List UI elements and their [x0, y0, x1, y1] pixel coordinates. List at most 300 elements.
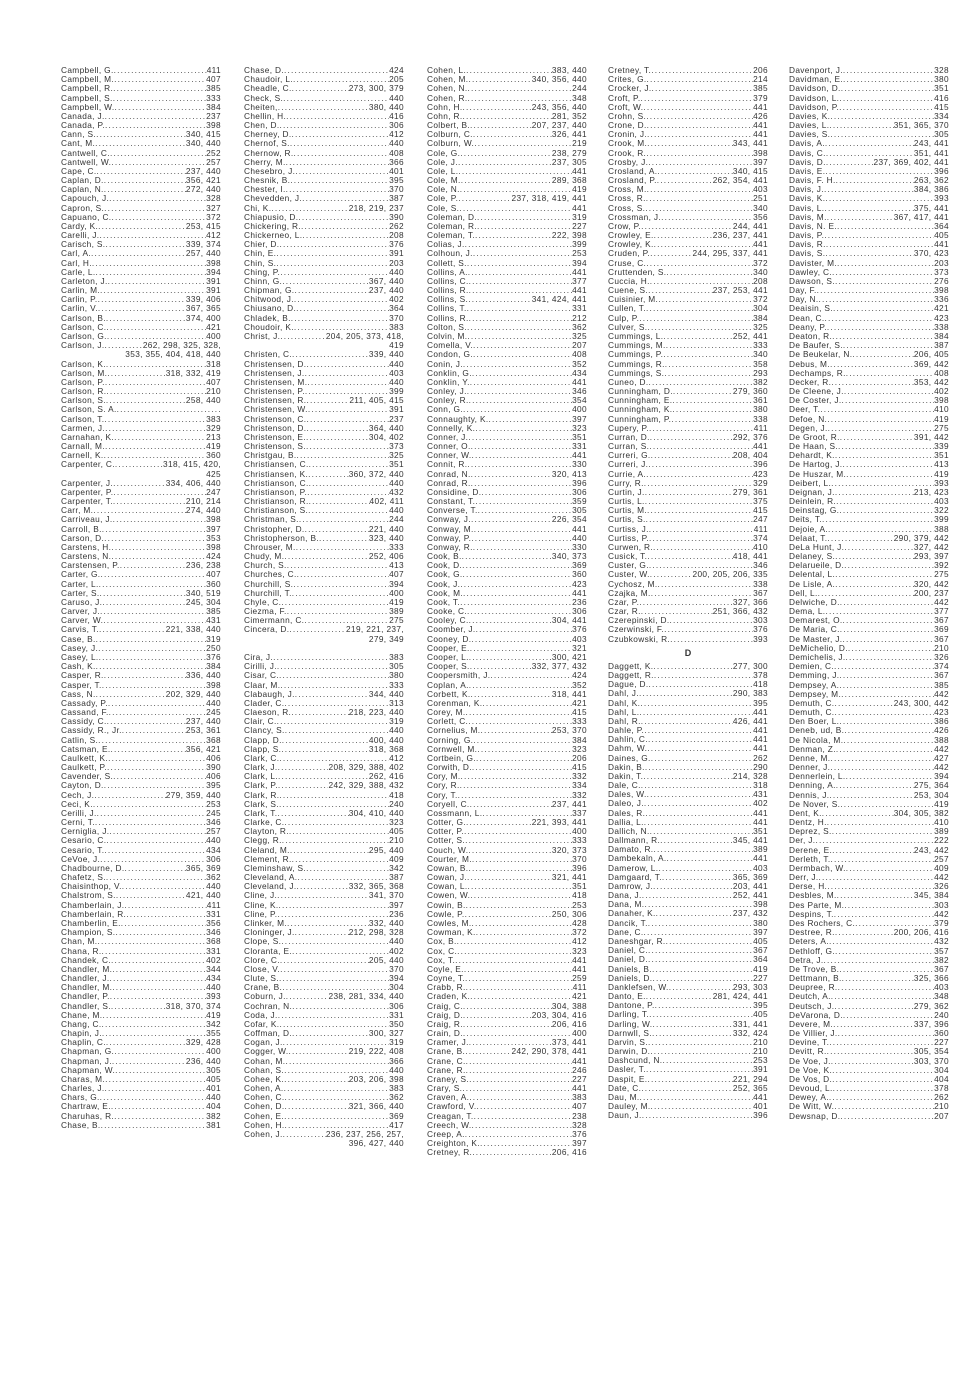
- entry-name: Cornelius, M.: [427, 725, 481, 736]
- leader-dots: [654, 671, 753, 680]
- entry-pages: 419: [389, 596, 404, 607]
- leader-dots: [460, 580, 572, 589]
- entry-pages: 440: [389, 936, 404, 947]
- entry-name: Chernof, S.: [244, 138, 290, 149]
- entry-pages: 368: [206, 734, 221, 745]
- entry-name: Cowles, M.: [427, 917, 472, 928]
- entry-name: Cross, S.: [608, 202, 646, 213]
- entry-pages: 392: [934, 560, 949, 571]
- leader-dots: [126, 910, 206, 919]
- entry-name: Davis, S.: [789, 248, 826, 259]
- entry-pages: 394: [572, 257, 587, 268]
- entry-name: Dean, C.: [789, 312, 825, 323]
- leader-dots: [279, 791, 389, 800]
- entry-pages: 389: [389, 606, 404, 617]
- entry-pages: 325: [389, 450, 404, 461]
- leader-dots: [834, 699, 893, 708]
- entry-pages: 402: [206, 954, 221, 965]
- entry-name: Cunningham, D.: [608, 386, 673, 397]
- leader-dots: [297, 882, 349, 891]
- leader-dots: [285, 1057, 389, 1066]
- entry-name: Cullen, T.: [608, 303, 646, 314]
- leader-dots: [460, 149, 552, 158]
- entry-pages: 412: [572, 936, 587, 947]
- leader-dots: [819, 873, 935, 882]
- entry-pages: 318: [206, 358, 221, 369]
- entry-pages: 305: [206, 1064, 221, 1075]
- leader-dots: [463, 360, 572, 369]
- leader-dots: [122, 726, 186, 735]
- leader-dots: [471, 515, 552, 524]
- entry-name: Cummings, S.: [608, 367, 665, 378]
- leader-dots: [468, 882, 573, 891]
- leader-dots: [825, 139, 914, 148]
- entry-name: Cross, M.: [608, 184, 647, 195]
- leader-dots: [460, 598, 572, 607]
- entry-name: Davies, L.: [789, 120, 830, 131]
- entry-pages: 396: [934, 165, 949, 176]
- entry-name: Chudy, M.: [244, 551, 285, 562]
- leader-dots: [276, 259, 389, 268]
- entry-name: Conway, J.: [427, 514, 471, 525]
- entry-name: Davis, K.: [789, 193, 826, 204]
- entry-pages: 253, 361: [185, 725, 221, 736]
- entry-pages: 336, 440: [185, 670, 221, 681]
- leader-dots: [461, 772, 573, 781]
- entry-name: Corey, M.: [427, 707, 466, 718]
- entry-name: Chane, M.: [61, 1009, 103, 1020]
- leader-dots: [472, 369, 572, 378]
- entry-name: Czar, R.: [608, 606, 641, 617]
- entry-name: Culp, P.: [608, 312, 640, 323]
- entry-pages: 360, 372, 440: [348, 468, 404, 479]
- entry-pages: 427: [934, 752, 949, 763]
- leader-dots: [646, 149, 753, 158]
- entry-pages: 360: [206, 578, 221, 589]
- entry-pages: 399: [572, 239, 587, 250]
- entry-name: De Trove, B.: [789, 963, 840, 974]
- entry-name: Dales, R.: [608, 807, 646, 818]
- entry-pages: 337: [572, 807, 587, 818]
- entry-name: Dallia, L.: [608, 816, 644, 827]
- leader-dots: [470, 891, 572, 900]
- entry-name: Carpenter, J.: [61, 477, 114, 488]
- entry-pages: 440: [389, 725, 404, 736]
- leader-dots: [468, 268, 572, 277]
- leader-dots: [98, 304, 186, 313]
- entry-pages: 327, 442: [913, 541, 949, 552]
- entry-pages: 346: [206, 927, 221, 938]
- entry-name: Devere, M.: [789, 1018, 834, 1029]
- entry-name: Damato, R.: [608, 844, 654, 855]
- entry-pages: 219, 221, 237,: [346, 624, 404, 635]
- entry-name: Cayton, D.: [61, 780, 104, 791]
- entry-name: Christensen, P.: [244, 386, 305, 397]
- leader-dots: [477, 213, 572, 222]
- entry-name: Clark, S.: [244, 798, 279, 809]
- entry-pages: 236, 440: [185, 1055, 221, 1066]
- leader-dots: [107, 369, 165, 378]
- entry-pages: 332, 377, 432: [531, 661, 587, 672]
- entry-pages: 353, 442: [913, 376, 949, 387]
- entry-name: Conner, W.: [427, 450, 472, 461]
- entry-pages: 227: [572, 1073, 587, 1084]
- entry-name: Chandler, M.: [61, 982, 113, 993]
- entry-name: Demarest, O.: [789, 615, 843, 626]
- leader-dots: [98, 644, 206, 653]
- entry-name: Custer, G.: [608, 560, 649, 571]
- leader-dots: [115, 103, 207, 112]
- leader-dots: [102, 947, 207, 956]
- leader-dots: [641, 781, 753, 790]
- entry-name: Cossmann, L.: [427, 807, 483, 818]
- entry-pages: 332, 365, 368: [348, 881, 404, 892]
- leader-dots: [278, 763, 329, 772]
- entry-pages: 380: [753, 917, 768, 928]
- entry-name: Colton, S.: [427, 321, 467, 332]
- entry-pages: 203, 206, 398: [348, 1073, 404, 1084]
- entry-name: Carnahan, K.: [61, 431, 115, 442]
- entry-pages: 441: [753, 725, 768, 736]
- leader-dots: [843, 66, 934, 75]
- entry-pages: 318, 441: [551, 688, 587, 699]
- entry-pages: 237, 441: [551, 798, 587, 809]
- entry-name: Cuisinier, M.: [608, 294, 659, 305]
- entry-pages: 306: [572, 606, 587, 617]
- entry-pages: 250: [206, 642, 221, 653]
- entry-name: Crites, G.: [608, 74, 647, 85]
- entry-name: Davis, D.: [789, 156, 826, 167]
- entry-name: De Vos, D.: [789, 1073, 833, 1084]
- leader-dots: [646, 112, 753, 121]
- entry-name: Chandler, S.: [61, 1000, 111, 1011]
- entry-pages: 303, 370: [913, 1055, 949, 1066]
- leader-dots: [116, 891, 186, 900]
- entry-pages: 364: [753, 954, 768, 965]
- entry-pages: 401: [753, 1101, 768, 1112]
- entry-name: Curtis, L.: [608, 496, 645, 507]
- entry-pages: 326: [934, 652, 949, 662]
- entry-name: Cook, B.: [427, 551, 462, 562]
- entry-name: Carstens, N.: [61, 551, 112, 562]
- entry-name: Cheadle, C.: [244, 83, 292, 94]
- entry-pages: 384: [753, 312, 768, 323]
- entry-name: Carlson, T.: [61, 413, 105, 424]
- entry-pages: 441: [753, 734, 768, 745]
- entry-name: Clark, L.: [244, 771, 279, 782]
- entry-pages: 348: [934, 991, 949, 1002]
- entry-name: Cardy, K.: [61, 220, 99, 231]
- entry-name: Conway, M.: [427, 523, 474, 534]
- entry-name: Collins, R.: [427, 312, 469, 323]
- entry-name: Cooley, C.: [427, 615, 469, 626]
- entry-name: Carlson, S.: [61, 395, 106, 406]
- entry-name: Darling, W.: [608, 1018, 653, 1029]
- entry-name: Deer, T.: [789, 404, 821, 415]
- entry-pages: 421: [572, 991, 587, 1002]
- entry-name: Dallmann, R.: [608, 835, 661, 846]
- entry-name: Den Boer, L.: [789, 716, 840, 727]
- entry-pages: 253, 415: [185, 220, 221, 231]
- entry-pages: 340, 373: [551, 551, 587, 562]
- leader-dots: [641, 717, 733, 726]
- entry-name: Carnell, K.: [61, 450, 104, 461]
- entry-name: Dentz, H.: [789, 817, 827, 828]
- entry-pages: 373: [934, 266, 949, 277]
- entry-pages: 342: [389, 862, 404, 873]
- entry-name: Carpenter, P.: [61, 486, 114, 497]
- entry-name: Cohen, M.: [427, 74, 469, 85]
- entry-name: Danklefsen, W.: [608, 981, 669, 992]
- entry-name: Converse, T.: [427, 505, 478, 516]
- entry-pages: 257: [206, 826, 221, 837]
- entry-name: Curtin, J.: [608, 486, 645, 497]
- entry-pages: 377: [934, 606, 949, 617]
- leader-dots: [482, 699, 572, 708]
- entry-name: Craig, C.: [427, 1000, 463, 1011]
- entry-pages: 389: [753, 844, 768, 855]
- entry-pages: 200, 205, 206, 335: [692, 569, 768, 580]
- entry-pages: 360: [572, 569, 587, 580]
- entry-pages: 333: [572, 835, 587, 846]
- entry-pages: 387: [934, 340, 949, 351]
- entry-pages: 407: [389, 569, 404, 580]
- entry-pages: 401: [389, 165, 404, 176]
- entry-name: Dettmann, B.: [789, 973, 842, 984]
- entry-name: DeLa Hunt, J.: [789, 541, 845, 552]
- entry-name: Czajka, M.: [608, 587, 651, 598]
- entry-pages: 364, 440: [368, 422, 404, 433]
- leader-dots: [296, 304, 389, 313]
- entry-name: Davidman, E.: [789, 74, 844, 85]
- leader-dots: [650, 433, 733, 442]
- entry-name: Conway, R.: [427, 541, 473, 552]
- leader-dots: [647, 744, 753, 753]
- leader-dots: [457, 947, 572, 956]
- entry-name: Conn, G.: [427, 404, 464, 415]
- entry-name: Carson, D.: [61, 532, 105, 543]
- entry-pages: 252, 441: [732, 330, 768, 341]
- entry-name: Davis, R.: [789, 239, 826, 250]
- entry-name: Cotter, S.: [427, 835, 466, 846]
- entry-pages: 275, 364: [913, 780, 949, 791]
- entry-name: Carlson, M.: [61, 367, 108, 378]
- entry-pages: 419: [206, 441, 221, 452]
- entry-name: Darvin, S.: [608, 1036, 648, 1047]
- leader-dots: [464, 827, 572, 836]
- entry-pages: 419: [934, 468, 949, 479]
- entry-name: Derr, J.: [789, 872, 819, 883]
- entry-name: Cline, K.: [244, 899, 279, 910]
- entry-name: Charles, J.: [61, 1083, 105, 1094]
- leader-dots: [113, 479, 166, 488]
- leader-dots: [469, 396, 572, 405]
- entry-pages: 203: [934, 257, 949, 268]
- leader-dots: [284, 1075, 349, 1084]
- index-entry: [608, 635, 768, 644]
- entry-pages: 440: [389, 477, 404, 488]
- entry-name: Carleton, J.: [61, 275, 108, 286]
- leader-dots: [836, 497, 934, 506]
- entry-pages: 244, 441: [732, 220, 768, 231]
- entry-name: Carter, L.: [61, 578, 99, 589]
- entry-pages: 304, 305, 382: [893, 807, 949, 818]
- entry-name: Cory, R.: [427, 780, 460, 791]
- entry-name: Charas, M.: [61, 1073, 106, 1084]
- entry-name: Cohan, S.: [244, 1064, 285, 1075]
- entry-name: Carvis, T.: [61, 624, 99, 635]
- entry-pages: 378: [753, 670, 768, 680]
- entry-pages: 237: [389, 413, 404, 424]
- entry-name: Cook, D.: [427, 560, 463, 571]
- entry-name: De Voe, K.: [789, 1064, 833, 1075]
- entry-name: Chipman, G.: [244, 285, 295, 296]
- entry-name: Detra, J.: [789, 954, 824, 965]
- entry-name: Daggett, K.: [608, 660, 654, 671]
- entry-name: Chase, D.: [244, 65, 285, 75]
- entry-name: Curtis, S.: [608, 514, 646, 525]
- entry-pages: 327, 366: [732, 596, 768, 607]
- leader-dots: [469, 1093, 572, 1102]
- entry-name: Clabaugh, J.: [244, 688, 295, 699]
- leader-dots: [284, 1084, 390, 1093]
- entry-name: Cretney, T.: [608, 65, 652, 75]
- entry-pages: 258, 440: [185, 395, 221, 406]
- entry-name: De Nover, S.: [789, 798, 841, 809]
- entry-pages: 397: [389, 899, 404, 910]
- entry-name: De Witt, W.: [789, 1101, 835, 1112]
- entry-pages: 418: [572, 890, 587, 901]
- leader-dots: [112, 965, 206, 974]
- entry-pages: 237, 440: [185, 716, 221, 727]
- entry-pages: 252, 406: [368, 551, 404, 562]
- leader-dots: [468, 84, 573, 93]
- entry-name: Dambekaln, A.: [608, 853, 667, 864]
- leader-dots: [115, 928, 206, 937]
- entry-name: Crawford, V.: [427, 1101, 477, 1112]
- entry-pages: 323: [572, 422, 587, 433]
- leader-dots: [281, 598, 389, 607]
- entry-name: Delental, L.: [789, 569, 836, 580]
- entry-name: Colbert, B.: [427, 120, 471, 131]
- entry-pages: 345, 384: [913, 890, 949, 901]
- entry-pages: 329, 428: [185, 1037, 221, 1048]
- entry-name: De Maria, C.: [789, 624, 840, 635]
- entry-name: Deinstag, G.: [789, 505, 840, 516]
- entry-name: Cross, R.: [608, 193, 646, 204]
- entry-name: Deinlein, R.: [789, 496, 837, 507]
- entry-pages: 253, 304: [913, 789, 949, 800]
- entry-pages: 440: [206, 835, 221, 846]
- leader-dots: [276, 249, 389, 258]
- entry-name: De Groot, R.: [789, 431, 840, 442]
- entry-pages: 367: [753, 945, 768, 956]
- entry-name: Cook, T.: [427, 596, 461, 607]
- entry-name: Conrad, N.: [427, 468, 471, 479]
- leader-dots: [298, 213, 389, 222]
- entry-pages: 441: [753, 129, 768, 140]
- entry-name: Comella, V.: [427, 340, 473, 351]
- entry-name: Cooney, D.: [427, 633, 472, 644]
- entry-pages: 398: [753, 147, 768, 158]
- entry-name: Chapman, W.: [61, 1064, 116, 1075]
- entry-pages: 242, 329, 388, 432: [328, 780, 404, 791]
- leader-dots: [672, 405, 753, 414]
- entry-name: Cooper, L.: [427, 652, 469, 662]
- entry-name: Chiusano, D.: [244, 303, 297, 314]
- entry-pages: 305: [389, 661, 404, 672]
- entry-name: Darnwll, S.: [608, 1027, 652, 1038]
- entry-pages: 262: [389, 220, 404, 231]
- leader-dots: [278, 1011, 389, 1020]
- entry-name: Dasler, T.: [608, 1064, 646, 1075]
- entry-pages: 431: [753, 789, 768, 800]
- entry-pages: 418: [753, 679, 768, 690]
- leader-dots: [94, 791, 165, 800]
- entry-pages: 340, 356, 440: [531, 74, 587, 85]
- entry-pages: 237, 253, 441: [712, 285, 768, 296]
- leader-dots: [835, 277, 934, 286]
- entry-pages: 440: [572, 532, 587, 543]
- entry-pages: 344, 440: [368, 688, 404, 699]
- entry-pages: 418, 441: [732, 551, 768, 562]
- entry-pages: 402: [389, 294, 404, 305]
- entry-name: Chamberlain, J.: [61, 899, 125, 910]
- entry-name: Cummings, M.: [608, 340, 666, 351]
- entry-name: Defoe, N.: [789, 413, 828, 424]
- index-column-1: [61, 66, 239, 1306]
- entry-name: Christensen, D.: [244, 358, 307, 369]
- entry-pages: 319: [389, 1037, 404, 1048]
- entry-pages: 221, 338, 440: [165, 624, 221, 635]
- leader-dots: [462, 1084, 572, 1093]
- entry-pages: 441: [753, 853, 768, 864]
- leader-dots: [646, 194, 753, 203]
- leader-dots: [830, 763, 934, 772]
- entry-name: Despins, T.: [789, 908, 834, 919]
- entry-pages: 325: [753, 321, 768, 332]
- entry-name: Carpenter, C.: [61, 459, 115, 470]
- entry-name: Christenson, E.: [244, 431, 306, 442]
- leader-dots: [458, 194, 511, 203]
- entry-name: Coleman, T.: [427, 230, 475, 241]
- entry-pages: 385: [206, 606, 221, 617]
- entry-pages: 359: [572, 496, 587, 507]
- leader-dots: [827, 415, 934, 424]
- leader-dots: [97, 937, 206, 946]
- entry-name: Davidson, D.: [789, 83, 841, 94]
- entry-pages: 210: [934, 642, 949, 653]
- entry-name: Christensen, W.: [244, 404, 308, 415]
- entry-pages: 380, 440: [368, 101, 404, 112]
- entry-name: Cramer, J.: [427, 1037, 469, 1048]
- entry-pages: 441: [753, 120, 768, 131]
- leader-dots: [852, 350, 914, 359]
- leader-dots: [647, 185, 753, 194]
- entry-pages: 441: [572, 266, 587, 277]
- entry-name: Cohn, H.: [427, 101, 463, 112]
- leader-dots: [471, 534, 572, 543]
- entry-pages: 396: [572, 862, 587, 873]
- entry-name: Chiapusio, D.: [244, 211, 299, 222]
- entry-name: Chaplin, C.: [61, 1037, 106, 1048]
- index-column-3: [427, 66, 605, 1306]
- leader-dots: [824, 185, 914, 194]
- entry-name: Davis, F. H.: [789, 175, 836, 186]
- entry-name: CeVoe, J.: [61, 853, 101, 864]
- leader-dots: [671, 415, 753, 424]
- leader-dots: [280, 956, 369, 965]
